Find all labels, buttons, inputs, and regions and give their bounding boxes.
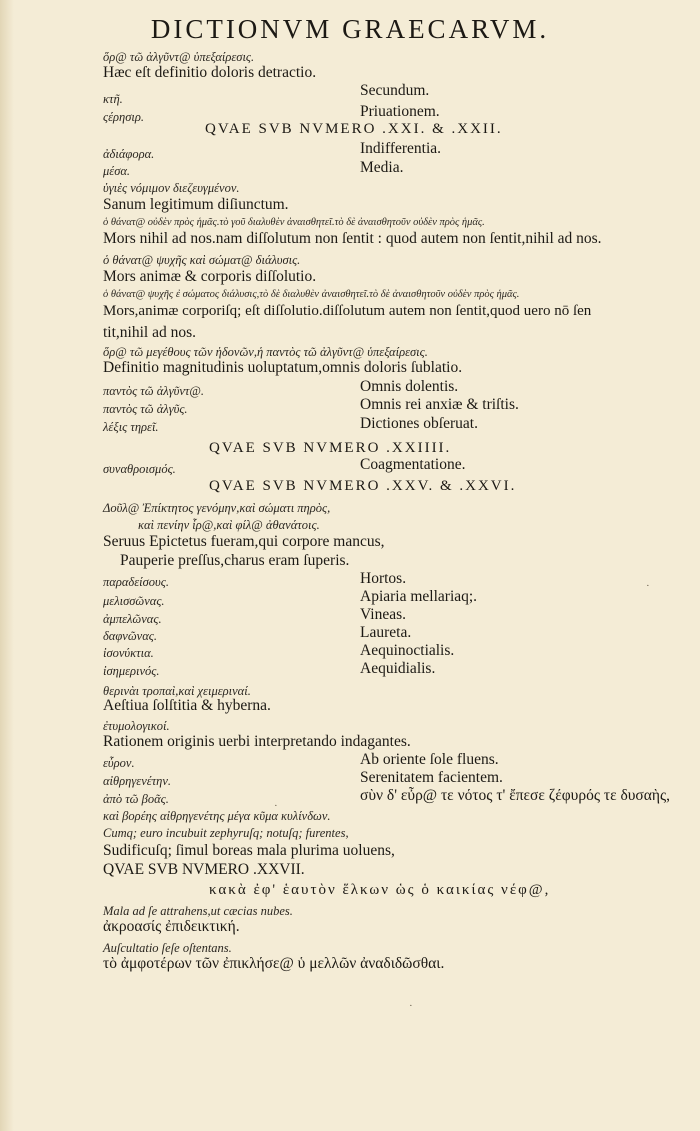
greek-term: αἰθρηγενέτην.: [103, 774, 172, 788]
section-heading: κακὰ ἐφ' ἑαυτὸν ἕλκων ὡς ὁ καικίας νέφ@,: [209, 882, 551, 898]
latin-line: Sanum legitimum diſiunctum.: [103, 196, 289, 213]
greek-term: ἀμπελῶνας.: [103, 612, 162, 626]
greek-line: ὅρ@ τῶ ἀλγῦντ@ ὑπεξαίρεσις.: [103, 50, 255, 64]
section-heading: QVAE SVB NVMERO .XXI. & .XXII.: [205, 121, 503, 137]
latin-gloss: Indifferentia.: [360, 140, 442, 157]
latin-gloss: Hortos.: [360, 570, 407, 587]
page-header: DICTIONVM GRAECARVM.: [150, 14, 550, 44]
greek-verse-line: Δοῦλ@ Ἐπίκτητος γενόμην,καὶ σώματι πηρὸς,: [103, 501, 331, 515]
latin-verse-line: Pauperie preſſus,charus eram ſuperis.: [120, 552, 350, 569]
latin-verse-line: Sudificuſq; ſimul boreas mala plurima uoluens,: [103, 842, 395, 859]
greek-term: λέξις τηρεῖ.: [103, 420, 159, 434]
latin-line: Definitio magnitudinis uoluptatum,omnis doloris ſublatio.: [103, 359, 463, 376]
latin-line: Mors,animæ corporiſq; eſt diſſolutio.diſſolutum autem non ſentit,quod uero nō ſen: [103, 303, 592, 319]
greek-line: ὑγιὲς νόμιμον διεζευγμένον.: [103, 181, 240, 195]
section-heading: QVAE SVB NVMERO .XXV. & .XXVI.: [209, 478, 517, 494]
margin-mark: ·: [409, 1000, 413, 1012]
latin-line: Hæc eſt definitio doloris detractio.: [103, 64, 317, 81]
latin-gloss: Aequinoctialis.: [360, 642, 455, 659]
latin-gloss: Omnis dolentis.: [360, 378, 459, 395]
greek-term: ἰσημερινός.: [103, 664, 160, 678]
greek-term: ἀδιάφορα.: [103, 147, 155, 161]
greek-line: ὅρ@ τῶ μεγέθους τῶν ἡδονῶν,ἡ παντὸς τῶ ἀλγῦντ@ ὑπεξαίρεσις.: [103, 345, 428, 359]
greek-term: ἀπὸ τῶ βοᾶς.: [103, 792, 169, 806]
section-heading: QVAE SVB NVMERO .XXIIII.: [209, 440, 452, 456]
latin-line: ἀκροασίς ἐπιδεικτική.: [103, 918, 240, 935]
latin-gloss: Coagmentatione.: [360, 456, 466, 473]
greek-line: ὁ θάνατ@ ψυχῆς ἐ σώματος διάλυσις,τὸ δὲ διαλυθὲν ἀναισθητεῖ.τὸ δὲ ἀναισθητοῦν οὐδὲν πρὸς ἡμᾶς.: [103, 289, 520, 300]
greek-verse-line: καὶ πενίην ἶρ@,καὶ φίλ@ ἀθανάτοις.: [138, 518, 320, 532]
greek-line: Auſcultatio ſeſe oſtentans.: [103, 941, 232, 955]
latin-gloss: Laureta.: [360, 624, 412, 641]
latin-gloss: Serenitatem facientem.: [360, 769, 503, 786]
latin-gloss: σὺν δ' εὖρ@ τε νότος τ' ἔπεσε ζέφυρός τε δυσαὴς,: [360, 787, 671, 804]
greek-term: παντὸς τῶ ἀλγῦς.: [103, 402, 188, 416]
latin-gloss: Omnis rei anxiæ & triſtis.: [360, 396, 519, 413]
latin-line: tit,nihil ad nos.: [103, 324, 196, 341]
latin-gloss: Priuationem.: [360, 103, 440, 120]
latin-gloss: Media.: [360, 159, 404, 176]
margin-mark: ·: [646, 580, 650, 592]
greek-term: μελισσῶνας.: [103, 594, 165, 608]
greek-term: δαφνῶνας.: [103, 629, 157, 643]
greek-term: ἰσονύκτια.: [103, 646, 154, 660]
latin-verse-line: QVAE SVB NVMERO .XXVII.: [103, 861, 305, 878]
latin-line: Mors nihil ad nos.nam diſſolutum non ſentit : quod autem non ſentit,nihil ad nos.: [103, 230, 602, 247]
greek-term: παραδείσους.: [103, 575, 169, 589]
greek-line: θερινὰι τροπαὶ,καὶ χειμεριναί.: [103, 684, 251, 698]
greek-line: Mala ad ſe attrahens,ut cæcias nubes.: [103, 904, 293, 918]
greek-term: εὖρον.: [103, 756, 135, 770]
latin-gloss: Secundum.: [360, 82, 430, 99]
greek-verse-line: Cumq; euro incubuit zephyruſq; notuſq; furentes,: [103, 826, 349, 840]
greek-term: μέσα.: [103, 164, 131, 178]
greek-term: ςέρησιρ.: [103, 110, 144, 124]
greek-verse-line: καὶ βορέης αἰθρηγενέτης μέγα κῦμα κυλίνδων.: [103, 809, 331, 823]
greek-term: συναθροισμός.: [103, 462, 176, 476]
latin-line: Rationem originis uerbi interpretando indagantes.: [103, 733, 411, 750]
latin-gloss: Aequidialis.: [360, 660, 436, 677]
greek-term: κτῆ.: [103, 92, 123, 106]
latin-gloss: Vineas.: [360, 606, 406, 623]
latin-gloss: Apiaria mellariaq;.: [360, 588, 478, 605]
greek-term: παντὸς τῶ ἀλγῦντ@.: [103, 384, 205, 398]
greek-line: ὁ θάνατ@ οὐδὲν πρὸς ἡμᾶς.τὸ γοῦ διαλυθὲν ἀναισθητεῖ.τὸ δὲ ἀναισθητοῦν οὐδὲν πρὸς ἡμᾶς.: [103, 217, 485, 228]
latin-line: Mors animæ & corporis diſſolutio.: [103, 268, 317, 285]
latin-gloss: Ab oriente ſole fluens.: [360, 751, 499, 768]
greek-line: ἐτυμολογικοί.: [103, 719, 170, 733]
latin-verse-line: Seruus Epictetus fueram,qui corpore mancus,: [103, 533, 385, 550]
margin-mark: ·: [274, 800, 278, 812]
latin-line: Aeſtiua ſolſtitia & hyberna.: [103, 697, 271, 714]
greek-line: ὁ θάνατ@ ψυχῆς καὶ σώματ@ διάλυσις.: [103, 253, 301, 267]
latin-gloss: Dictiones obſeruat.: [360, 415, 478, 432]
latin-line: τὸ ἀμφοτέρων τῶν ἐπικλήσε@ ὑ μελλῶν ἀναδιδῶσθαι.: [103, 955, 445, 972]
